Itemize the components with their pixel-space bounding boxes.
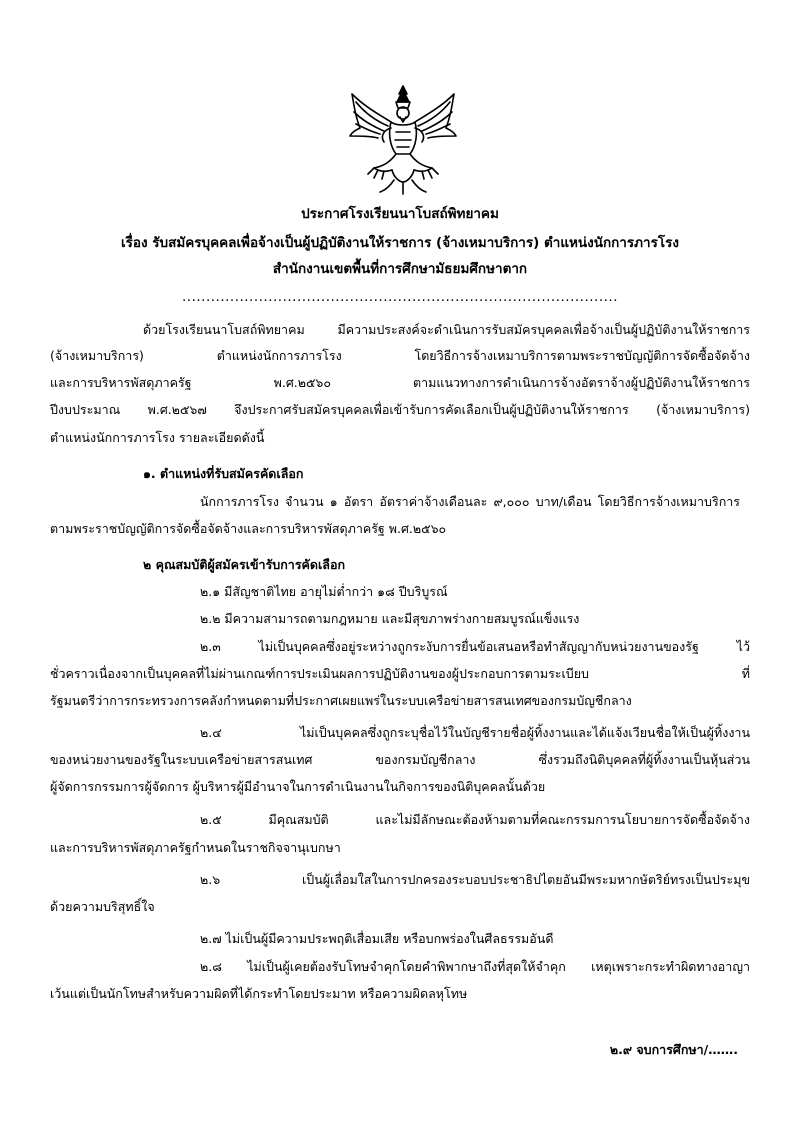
qualification-item: ๒.๕ มีคุณสมบัติ และไม่มีลักษณะต้องห้ามตามที่คณะกรรมการนโยบายการจัดซื้อจัดจ้าง <box>200 812 750 827</box>
qualification-item-cont: เว้นแต่เป็นนักโทษสำหรับความผิดที่ได้กระทำโดยประมาท หรือความผิดลหุโทษ <box>50 986 468 1001</box>
qualification-item: ๒.๔ ไม่เป็นบุคคลซึ่งถูกระบุชื่อไว้ในบัญชีรายชื่อผู้ทิ้งงานและได้แจ้งเวียนชื่อให้เป็นผู้ทิ้งงาน <box>200 725 750 740</box>
intro-line: ตำแหน่งนักการภารโรง รายละเอียดดังนี้ <box>50 430 265 445</box>
qualification-item-cont: ชั่วคราวเนื่องจากเป็นบุคคลที่ไม่ผ่านเกณฑ์การประเมินผลการปฏิบัติงานของผู้ประกอบการตามระเบียบ ที่ <box>50 666 750 681</box>
header-divider: ........................................................................................... <box>181 289 618 305</box>
announcement-subject: เรื่อง รับสมัครบุคคลเพื่อจ้างเป็นผู้ปฏิบัติงานให้ราชการ (จ้างเหมาบริการ) ตำแหน่งนักการภารโรง <box>121 235 679 251</box>
qualification-item-cont: และการบริหารพัสดุภาครัฐกำหนดในราชกิจจานุเบกษา <box>50 840 341 855</box>
section-1-line: นักการภารโรง จำนวน ๑ อัตรา อัตราค่าจ้างเดือนละ ๙,๐๐๐ บาท/เดือน โดยวิธีการจ้างเหมาบริการ <box>200 494 740 509</box>
qualification-item-cont: รัฐมนตรีว่าการกระทรวงการคลังกำหนดตามที่ประกาศเผยแพร่ในระบบเครือข่ายสารสนเทศของกรมบัญชีกลาง <box>50 693 632 708</box>
qualification-item-cont: ผู้จัดการกรรมการผู้จัดการ ผู้บริหารผู้มีอำนาจในการดำเนินงานในกิจการของนิติบุคคลนั้นด้วย <box>50 779 546 794</box>
intro-line: ด้วยโรงเรียนนาโบสถ์พิทยาคม มีความประสงค์จะดำเนินการรับสมัครบุคคลเพื่อจ้างเป็นผู้ปฏิบัติงานให้ราชการ <box>143 322 750 337</box>
qualification-item: ๒.๑ มีสัญชาติไทย อายุไม่ต่ำกว่า ๑๘ ปีบริบูรณ์ <box>200 584 448 599</box>
page-continuation: ๒.๙ จบการศึกษา/……. <box>609 1042 738 1057</box>
announcement-title: ประกาศโรงเรียนนาโบสถ์พิทยาคม <box>301 206 499 222</box>
qualification-item: ๒.๓ ไม่เป็นบุคคลซึ่งอยู่ระหว่างถูกระงับการยื่นข้อเสนอหรือทำสัญญากับหน่วยงานของรัฐ ไว้ <box>200 639 750 654</box>
section-1-line: ตามพระราชบัญญัติการจัดซื้อจัดจ้างและการบริหารพัสดุภาครัฐ พ.ศ.๒๕๖๐ <box>50 521 447 536</box>
section-2-heading: ๒ คุณสมบัติผู้สมัครเข้ารับการคัดเลือก <box>143 557 346 572</box>
qualification-item: ๒.๒ มีความสามารถตามกฎหมาย และมีสุขภาพร่างกายสมบูรณ์แข็งแรง <box>200 611 580 626</box>
intro-line: ปีงบประมาณ พ.ศ.๒๕๖๗ จึงประกาศรับสมัครบุคคลเพื่อเข้ารับการคัดเลือกเป็นผู้ปฏิบัติงานให้ราชการ (จ้างเหมาบริการ) <box>50 402 750 417</box>
section-1-heading: ๑. ตำแหน่งที่รับสมัครคัดเลือก <box>143 466 304 481</box>
qualification-item-cont: ด้วยความบริสุทธิ์ใจ <box>50 899 155 914</box>
qualification-item-cont: ของหน่วยงานของรัฐในระบบเครือข่ายสารสนเทศ ของกรมบัญชีกลาง ซึ่งรวมถึงนิติบุคคลที่ผู้ทิ้งงานเป็นหุ้นส่วน <box>50 752 750 767</box>
qualification-item: ๒.๘ ไม่เป็นผู้เคยต้องรับโทษจำคุกโดยคำพิพากษาถึงที่สุดให้จำคุก เหตุเพราะกระทำผิดทางอาญา <box>200 959 750 974</box>
intro-line: และการบริหารพัสดุภาครัฐ พ.ศ.๒๕๖๐ ตามแนวทางการดำเนินการจ้างอัตราจ้างผู้ปฏิบัติงานให้ราชการ <box>50 375 750 390</box>
announcement-office: สำนักงานเขตพื้นที่การศึกษามัธยมศึกษาตาก <box>272 261 528 277</box>
qualification-item: ๒.๗ ไม่เป็นผู้มีความประพฤติเสื่อมเสีย หรือบกพร่องในศีลธรรมอันดี <box>200 931 554 946</box>
garuda-emblem-icon <box>344 84 462 196</box>
qualification-item: ๒.๖ เป็นผู้เลื่อมใสในการปกครองระบอบประชาธิปไตยอันมีพระมหากษัตริย์ทรงเป็นประมุข <box>200 872 750 887</box>
intro-line: (จ้างเหมาบริการ) ตำแหน่งนักการภารโรง โดยวิธีการจ้างเหมาบริการตามพระราชบัญญัติการจัดซื้อจัดจ้าง <box>50 348 750 363</box>
